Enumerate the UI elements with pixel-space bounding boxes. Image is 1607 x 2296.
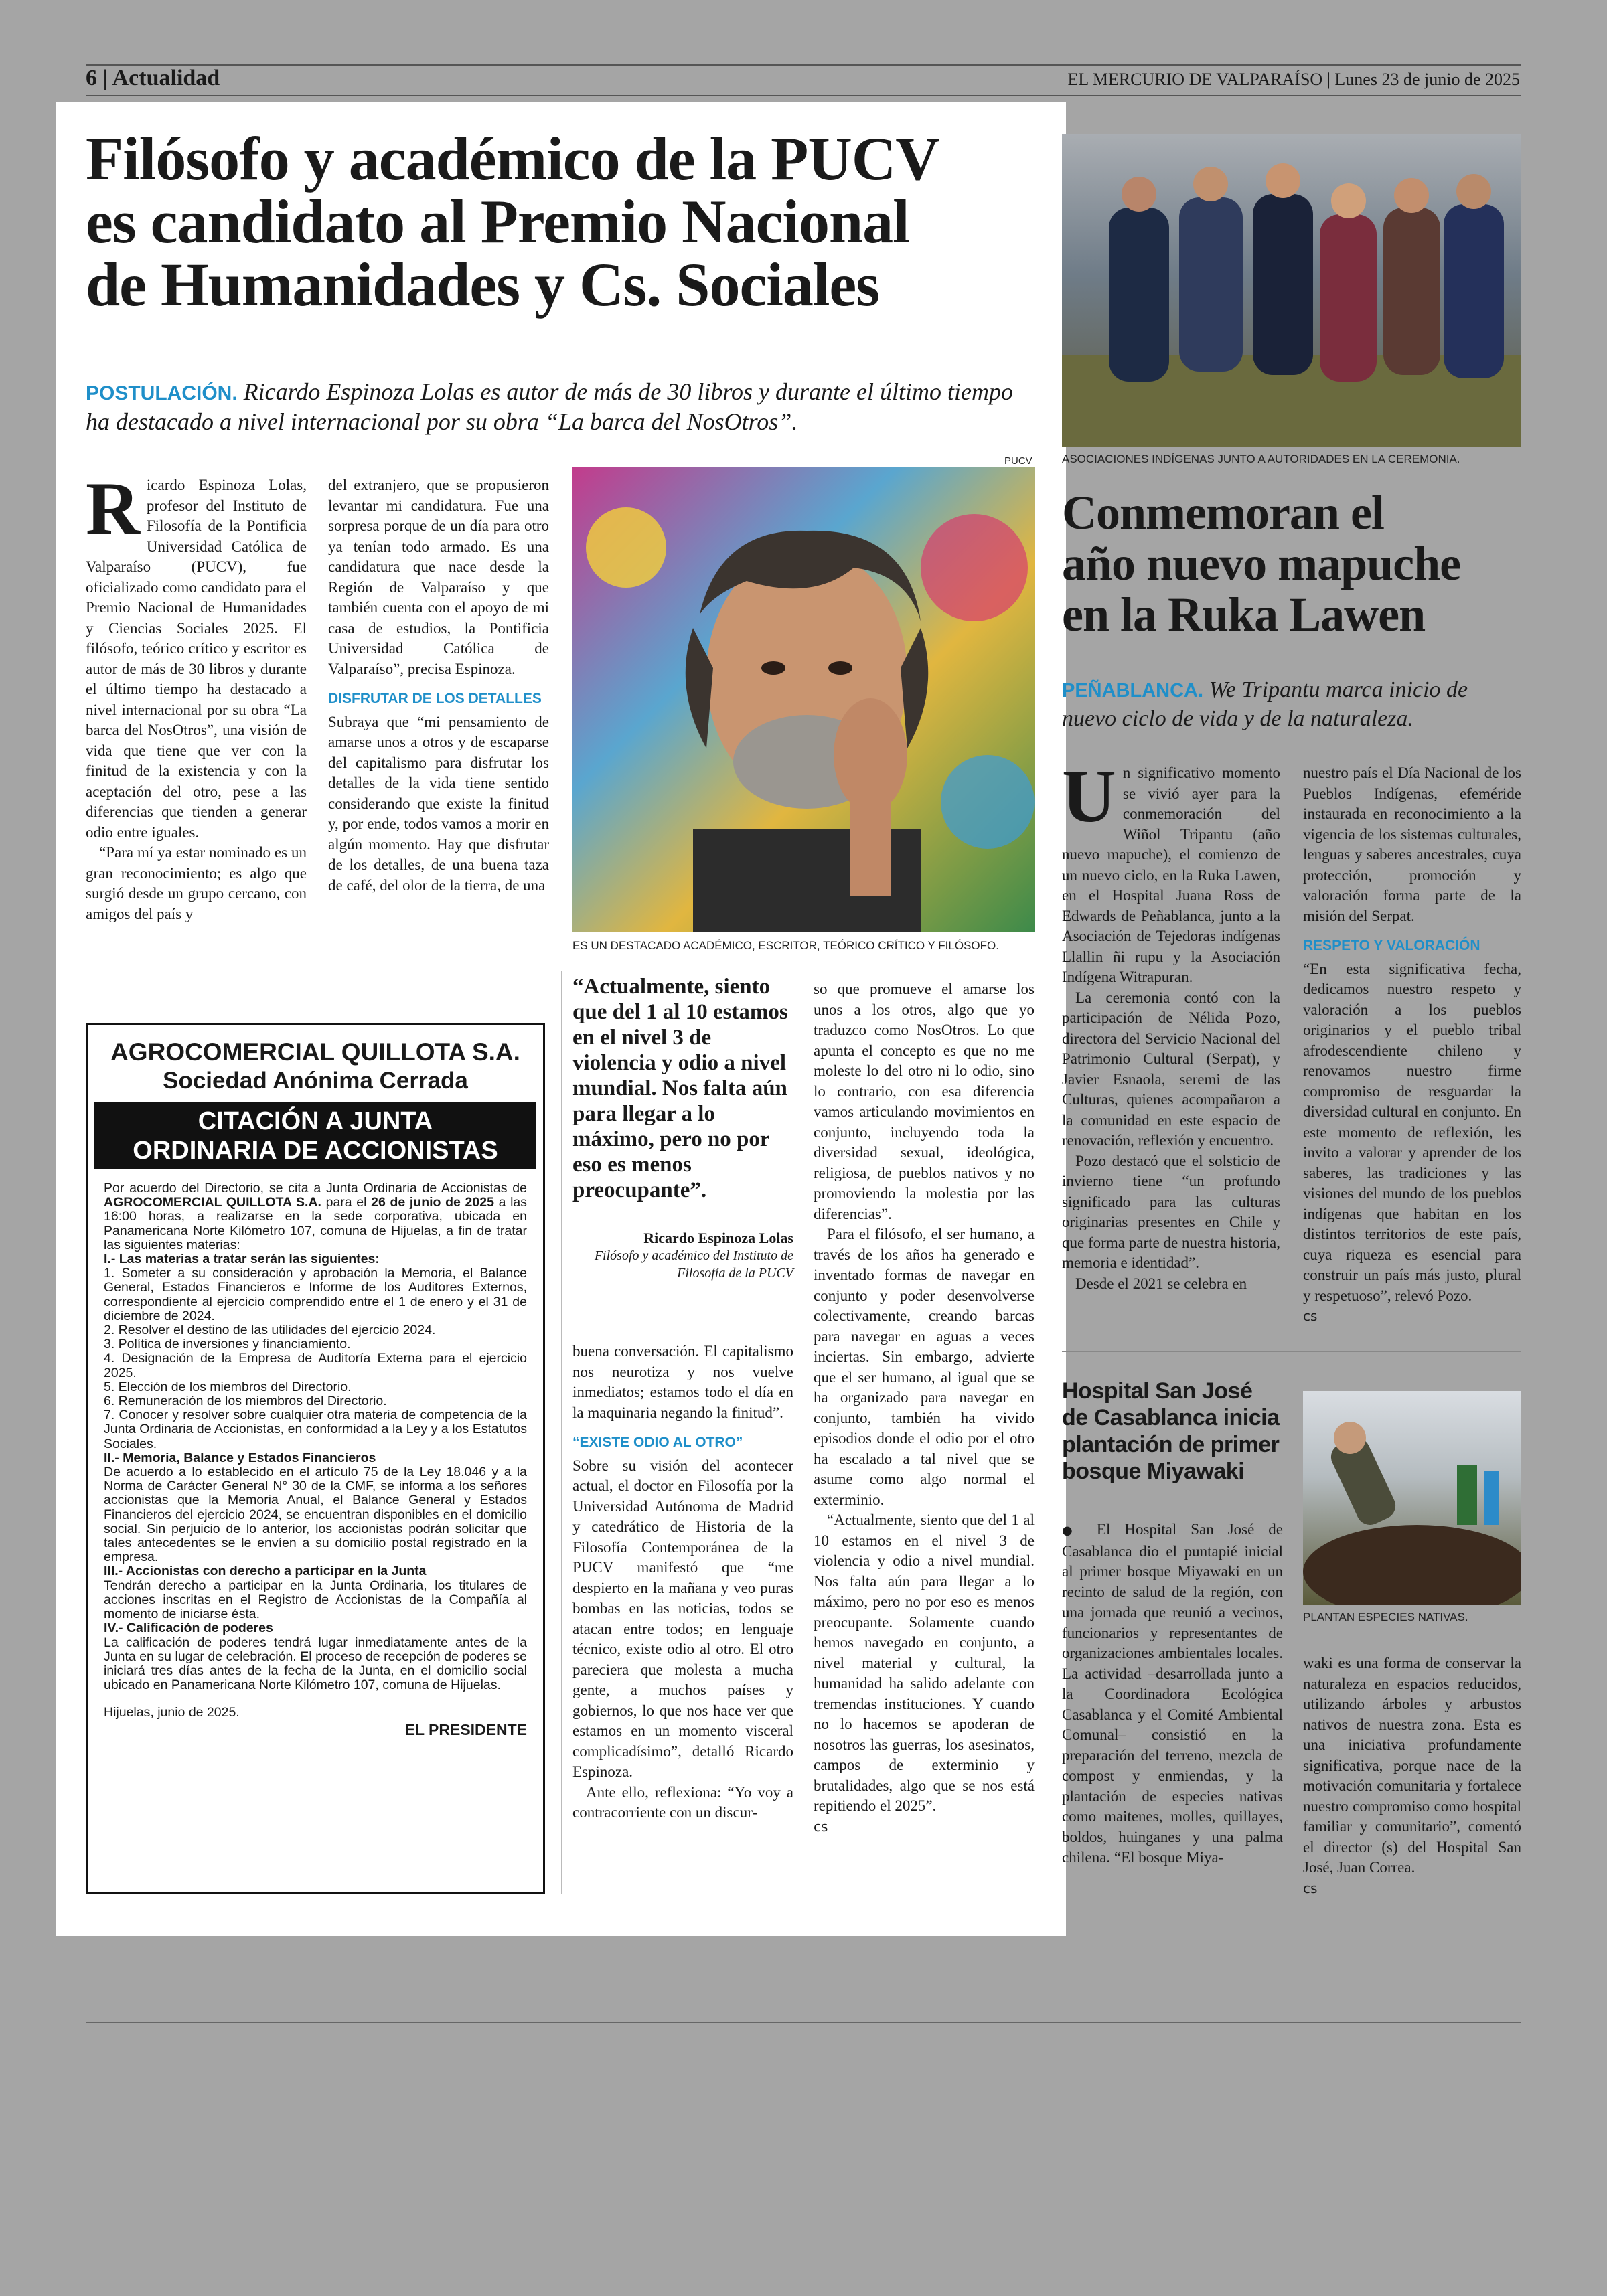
ad-place-date: Hijuelas, junio de 2025. [104, 1705, 240, 1720]
main-headline-line-2: es candidato al Premio Nacional [86, 187, 909, 256]
main-col-3 [572, 1341, 793, 1823]
main-photo-caption: ES UN DESTACADO ACADÉMICO, ESCRITOR, TEÓRICO CRÍTICO Y FILÓSOFO. [572, 939, 999, 952]
hospital-headline-line-3: plantación de primer [1062, 1432, 1280, 1457]
ad-signature: EL PRESIDENTE [404, 1720, 527, 1738]
hospital-col-1 [1062, 1520, 1283, 1868]
mapuche-endmark: cs [1303, 1308, 1318, 1324]
mapuche-photo-caption: ASOCIACIONES INDÍGENAS JUNTO A AUTORIDADES EN LA CEREMONIA. [1062, 453, 1460, 465]
ad-section-3: III.- Accionistas con derecho a participar en la Junta [104, 1564, 427, 1579]
ad-section-2: II.- Memoria, Balance y Estados Financieros [104, 1450, 376, 1465]
main-col-4 [814, 979, 1035, 1837]
ad-item-5: 5. Elección de los miembros del Directorio. [104, 1379, 352, 1394]
mapuche-dropcap: U [1062, 755, 1116, 838]
main-endmark: cs [814, 1818, 828, 1835]
main-col2-p2: Subraya que “mi pensamiento de amarse unos a otros y de escaparse del capitalismo para disfrutar los detalles de la vida tiene sentido considerando que existe la finitud y, por ende, todos vamos a morir en algún momento. Hay que disfrutar de los detalles, de una buena taza de café, del olor de la tierra, de una [328, 713, 549, 894]
hospital-headline [1062, 1378, 1283, 1485]
hospital-headline-line-2: de Casablanca inicia [1062, 1405, 1280, 1430]
ad-item-2: 2. Resolver el destino de las utilidades del ejercicio 2024. [104, 1323, 436, 1338]
mapuche-col-1 [1062, 755, 1280, 1294]
main-col-1 [86, 467, 307, 924]
mapuche-deck-text: We Tripantu marca inicio de nuevo ciclo de vida y de la naturaleza. [1062, 677, 1468, 731]
mapuche-col1-p4: Desde el 2021 se celebra en [1075, 1275, 1247, 1292]
hospital-endmark: cs [1303, 1880, 1318, 1896]
planting-illustration [1303, 1391, 1521, 1605]
ad-company-name: AGROCOMERCIAL QUILLOTA S.A. [110, 1038, 520, 1066]
main-headline-line-3: de Humanidades y Cs. Sociales [86, 250, 880, 319]
main-portrait-photo [572, 467, 1035, 932]
main-kicker: POSTULACIÓN. [86, 382, 238, 404]
ad-body [88, 1169, 543, 1737]
pull-quote [572, 974, 793, 1282]
mapuche-col2-p2: “En esta significativa fecha, dedicamos nuestro respeto y valoración a los pueblos originarios y el pueblo tribal afrodescendiente chileno y renovamos nuestro firme compromiso de resguardar la diversidad cultural en conjunto. En este momento de reflexión, les invito a valorar y aprender de los saberes, las tradiciones y las visiones del mundo de los pueblos indígenas que habitan en los distintos territorios de este país, cuya riqueza es esencial para construir un país más justo, plural y respetuoso”, relevó Pozo. [1303, 960, 1521, 1304]
main-col1-p2: “Para mí ya estar nominado es un gran reconocimiento; es algo que surgió desde un grupo cercano, con amigos del país y [86, 844, 307, 922]
ad-section-1: I.- Las materias a tratar serán las siguientes: [104, 1252, 380, 1267]
ad-item-4: 4. Designación de la Empresa de Auditoría Externa para el ejercicio 2025. [104, 1351, 527, 1380]
mapuche-col2-subhead: RESPETO Y VALORACIÓN [1303, 938, 1480, 953]
publication-name: EL MERCURIO DE VALPARAÍSO [1067, 70, 1323, 89]
ad-intro-b: para el [321, 1195, 372, 1210]
main-photo-credit: PUCV [1004, 455, 1032, 467]
pull-quote-role: Filósofo y académico del Instituto de Filosofía de la PUCV [594, 1248, 793, 1281]
shareholders-notice-ad [86, 1023, 545, 1894]
bottom-rule [86, 2022, 1521, 2023]
publication-date: Lunes 23 de junio de 2025 [1334, 70, 1520, 89]
ad-section-4-text: La calificación de poderes tendrá lugar inmediatamente antes de la Junta en su lugar de celebración. El proceso de recepción de poderes se iniciará tres días antes de la fecha de la Junta, en el domicilio social ubicado en Panamericana Norte Kilómetro 107, comuna de Hijuelas. [104, 1635, 527, 1693]
main-col-divider-1 [561, 971, 562, 1894]
main-headline-line-1: Filósofo y académico de la PUCV [86, 125, 939, 193]
main-col2-subhead: DISFRUTAR DE LOS DETALLES [328, 691, 542, 706]
main-col4-p3: “Actualmente, siento que del 1 al 10 estamos en el nivel 3 de violencia y odio a nivel mundial. Nos falta aún para llegar a lo máximo, pero no por eso es menos preocupante. Solamente cuando hemos navegado en conjunto, a nivel material y cultural, la humanidad ha salido adelante con tremendas instituciones. Y cuando no lo hacemos se apoderan de nosotros las guerras, los asesinatos, campos de exterminio y brutalidades, algo que se nos está repitiendo el 2025”. [814, 1511, 1035, 1814]
ad-section-2-text: De acuerdo a lo establecido en el artículo 75 de la Ley 18.046 y a la Norma de Carácter General N° 30 de la CMF, se informa a los señores accionistas que la Memoria Anual, el Balance General y Estados Financieros del ejercicio 2024, se encuentran disponibles en el domicilio social. Sin perjuicio de lo anterior, los accionistas podrán solicitar que tales antecedentes se le envíen a su domicilio postal registrado en la empresa. [104, 1465, 527, 1565]
main-col2-p1: del extranjero, que se propusieron levantar mi candidatura. Fue una sorpresa porque de un día para otro ya tenían todo armado. Es una candidatura que nace desde la Región de Valparaíso y que también cuenta con el apoyo de mi casa de estudios, la Pontificia Universidad Católica de Valparaíso”, precisa Espinoza. [328, 477, 549, 677]
section-number: 6 [86, 66, 97, 90]
main-col4-p1: so que promueve el amarse los unos a los otros, algo que yo traduzco como NosOtros. Lo que apunta el concepto es que no me moleste lo del otro ni lo odio, sino lo contrario, con esa diferencia vamos articulando movimientos en conjunto, incluyendo toda la diversidad sexual, ideológica, religiosa, de pueblos nativos y no promoviendo la molestia por las diferencias”. [814, 981, 1035, 1222]
mapuche-col-2 [1303, 763, 1521, 1327]
mapuche-headline-line-2: año nuevo mapuche [1062, 537, 1461, 590]
ad-item-1: 1. Someter a su consideración y aprobación la Memoria, el Balance General, Estados Financieros e Informe de los Auditores Externos, correspondiente al ejercicio comprendido entre el 1 de enero y el 31 de diciembre de 2024. [104, 1266, 527, 1323]
ad-intro-company: AGROCOMERCIAL QUILLOTA S.A. [104, 1195, 321, 1210]
ad-intro [104, 1181, 527, 1252]
ad-item-7: 7. Conocer y resolver sobre cualquier otra materia de competencia de la Junta Ordinaria de Accionistas, en conformidad a la Ley y a los Estatutos Sociales. [104, 1408, 527, 1451]
main-col3-p2: Sobre su visión del acontecer actual, el doctor en Filosofía por la Universidad Autónoma de Madrid y catedrático de Historia de la Filosofía Contemporánea de la PUCV manifestó que “me despierto en la mañana y veo puras bombas en las noticias, todos se atacan entre todos; en lenguaje técnico, existe odio al otro. El otro pareciera que molesta a mucha gente, a muchos países y gobiernos, lo que nos hace ver que estamos en un momento visceral complicadísimo”, detalló Ricardo Espinoza. [572, 1457, 793, 1780]
main-deck-text: Ricardo Espinoza Lolas es autor de más de 30 libros y durante el último tiempo ha destacado a nivel internacional por su obra “La barca del NosOtros”. [86, 378, 1013, 435]
mapuche-headline-line-1: Conmemoran el [1062, 486, 1384, 540]
bullet-icon: ● [1062, 1524, 1083, 1538]
mapuche-col1-p1: n significativo momento se vivió ayer para la conmemoración del Wiñol Tripantu (año nuevo mapuche), el comienzo de un nuevo ciclo, en la Ruka Lawen, en el Hospital Juana Ross de Edwards de Peñablanca, junto a la Asociación de Tejedoras indígenas Llallin ñi rupu y la Asociación Indígena Witrapuran. [1062, 764, 1280, 985]
pull-quote-text: “Actualmente, siento que del 1 al 10 estamos en el nivel 3 de violencia y odio a nivel mundial. Nos falta aún para llegar a lo máximo, pero no por eso es menos preocupante”. [572, 975, 788, 1202]
hospital-col-2 [1303, 1653, 1521, 1898]
mapuche-col2-p1: nuestro país el Día Nacional de los Pueblos Indígenas, efeméride instaurada en reconocimiento a la vigencia de los sistemas culturales, lenguas y saberes ancestrales, cuya protección, promoción y valoración forma parte de la misión del Serpat. [1303, 764, 1521, 924]
ceremony-illustration [1062, 134, 1521, 447]
ad-title-line-2: ORDINARIA DE ACCIONISTAS [133, 1137, 498, 1165]
main-col3-p1: buena conversación. El capitalismo nos neurotiza y nos vuelve inmediatos; estamos todo el día en la maquinaria negando la finitud”. [572, 1343, 793, 1421]
hospital-photo-caption: PLANTAN ESPECIES NATIVAS. [1303, 1611, 1468, 1623]
ad-title-line-1: CITACIÓN A JUNTA [198, 1107, 433, 1135]
mapuche-deck [1062, 676, 1521, 733]
main-dropcap: R [86, 467, 140, 550]
mapuche-ceremony-photo [1062, 134, 1521, 447]
ad-intro-date: 26 de junio de 2025 [371, 1195, 494, 1210]
portrait-illustration [572, 467, 1035, 932]
right-section-divider [1062, 1351, 1521, 1352]
mapuche-col1-p2: La ceremonia contó con la participación de Nélida Pozo, directora del Servicio Nacional del Patrimonio Cultural (Serpat), y Javier Esnaola, seremi de las Culturas, quienes acompañaron a la comunidad en este espacio de renovación, reflexión y encuentro. [1062, 989, 1280, 1149]
main-deck [86, 378, 1037, 436]
masthead-info: EL MERCURIO DE VALPARAÍSO | Lunes 23 de junio de 2025 [1067, 70, 1520, 89]
ad-company-type: Sociedad Anónima Cerrada [163, 1068, 468, 1094]
header-bottom-rule [86, 95, 1521, 96]
mapuche-kicker: PEÑABLANCA. [1062, 680, 1204, 702]
hospital-planting-photo [1303, 1391, 1521, 1605]
hospital-col2-p1: waki es una forma de conservar la naturaleza en espacios reducidos, utilizando árboles y arbustos nativos de nuestra zona. Esta es una iniciativa profundamente significativa, porque nace de la motivación comunitaria y fortalece nuestro compromiso como hospital familiar y comunitario”, comentó el director (s) del Hospital San José, Juan Correa. [1303, 1655, 1521, 1876]
hospital-col1-text: El Hospital San José de Casablanca dio el puntapié inicial al primer bosque Miyawaki en un recinto de salud de la región, con una jornada que reunió a vecinos, funcionarios y representantes de organizaciones ambientales locales. La actividad –desarrollada junto a la Coordinadora Ecológica Casablanca y el Comité Ambiental Comunal– consistió en la preparación del terreno, mezcla de compost y enmiendas, y la plantación de especies nativas como maitenes, molles, quillayes, boldos, huinganes y una palma chilena. “El bosque Miya- [1062, 1521, 1284, 1866]
section-name: Actualidad [112, 66, 220, 90]
mapuche-col1-p3: Pozo destacó que el solsticio de invierno tiene “un profundo significado para las culturas originarias presentes en Chile y que forma parte de nuestra historia, memoria e identidad”. [1062, 1152, 1280, 1271]
ad-item-6: 6. Remuneración de los miembros del Directorio. [104, 1394, 387, 1409]
main-col3-subhead: “EXISTE ODIO AL OTRO” [572, 1434, 743, 1450]
ad-title-banner [94, 1102, 536, 1169]
ad-intro-a: Por acuerdo del Directorio, se cita a Junta Ordinaria de Accionistas de [104, 1181, 527, 1196]
pull-quote-author: Ricardo Espinoza Lolas [643, 1230, 793, 1246]
main-col4-p2: Para el filósofo, el ser humano, a través de los años ha generado e inventado formas de navegar en conjunto y poder desenvolverse colectivamente, creando barcas para navegar en aguas a veces inciertas. Sin embargo, advierte que el ser humano, al igual que se ha organizado para navegar en conjunto, también ha vivido episodios donde el odio por el otro ha escalado a tal nivel que se asume como algo normal el exterminio. [814, 1226, 1035, 1508]
hospital-col1-p1 [1062, 1520, 1283, 1868]
hospital-headline-line-4: bosque Miyawaki [1062, 1459, 1245, 1484]
top-rule [86, 64, 1521, 66]
mapuche-headline-line-3: en la Ruka Lawen [1062, 588, 1426, 641]
ad-intro-c: a las 16:00 horas, a realizarse en la sede corporativa, ubicada en Panamericana Norte Kilómetro 107, comuna de Hijuelas, a fin de tratar las siguientes materias: [104, 1195, 528, 1252]
ad-item-3: 3. Política de inversiones y financiamiento. [104, 1337, 351, 1352]
main-col1-p1: icardo Espinoza Lolas, profesor del Instituto de Filosofía de la Pontificia Universidad Católica de Valparaíso (PUCV), fue oficializado como candidato para el Premio Nacional de Humanidades y Ciencias Sociales 2025. El filósofo, teórico crítico y escritor es autor de más de 30 libros y durante el último tiempo ha destacado a nivel internacional por su obra “La barca del NosOtros”, una visión de vida que tiene que ver con la finitud de la existencia y con la aceptación del otro, pese a las diferencias que tienden a generar odio entre iguales. [86, 477, 307, 841]
section-header: 6 | Actualidad [86, 66, 220, 90]
ad-section-3-text: Tendrán derecho a participar en la Junta Ordinaria, los titulares de acciones inscritas en el Registro de Accionistas de la Compañía al momento de iniciarse ésta. [104, 1578, 527, 1622]
mapuche-headline [1062, 487, 1521, 640]
hospital-headline-line-1: Hospital San José [1062, 1378, 1253, 1404]
main-col3-p3: Ante ello, reflexiona: “Yo voy a contracorriente con un discur- [572, 1783, 793, 1821]
main-col-2 [328, 475, 549, 896]
ad-section-4: IV.- Calificación de poderes [104, 1621, 273, 1636]
main-headline [86, 125, 1057, 319]
